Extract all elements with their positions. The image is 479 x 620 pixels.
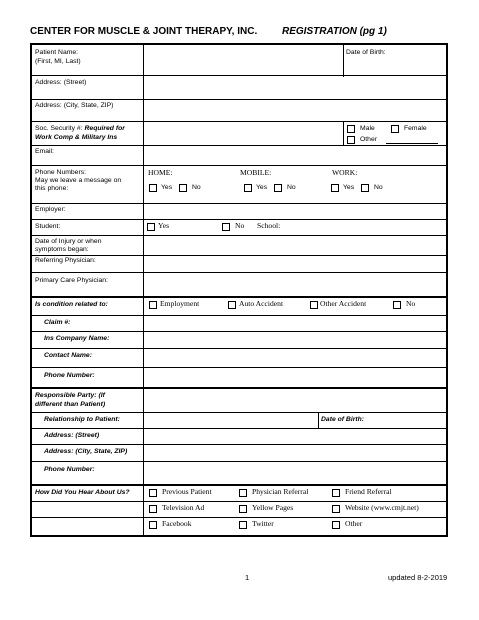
ssn-label: Soc. Security #: Required for (35, 125, 125, 132)
ins-company-label: Ins Company Name: (44, 335, 110, 342)
resp-dob-divider (318, 412, 319, 428)
hear-other-checkbox[interactable] (332, 521, 340, 529)
resp-phone-label: Phone Number: (44, 466, 95, 473)
other-sex-checkbox[interactable] (347, 136, 355, 144)
physician-referral-checkbox[interactable] (239, 489, 247, 497)
female-checkbox[interactable] (391, 125, 399, 133)
other-sex-label: Other (360, 136, 377, 143)
other-sex-line[interactable] (386, 143, 438, 144)
other-accident-label: Other Accident (320, 299, 367, 308)
facebook-checkbox[interactable] (149, 521, 157, 529)
television-checkbox[interactable] (149, 505, 157, 513)
phone-label: Phone Numbers: (35, 169, 87, 176)
sex-divider (343, 121, 344, 145)
work-yes-label: Yes (343, 184, 355, 191)
website-checkbox[interactable] (332, 505, 340, 513)
male-checkbox[interactable] (347, 125, 355, 133)
student-no-checkbox[interactable] (222, 223, 230, 231)
responsible-label: Responsible Party: (If (35, 392, 105, 399)
previous-patient-label: Previous Patient (162, 487, 212, 496)
friend-referral-label: Friend Referral (345, 487, 392, 496)
male-label: Male (360, 125, 375, 132)
mobile-phone-label: MOBILE: (240, 168, 272, 177)
form-title: CENTER FOR MUSCLE & JOINT THERAPY, INC. (30, 26, 258, 37)
home-no-label: No (192, 184, 201, 191)
phone-message-label-2: this phone: (35, 185, 69, 192)
referring-label: Referring Physician: (35, 257, 96, 264)
dob-label: Date of Birth: (346, 49, 386, 56)
work-phone-label: WORK: (332, 168, 358, 177)
school-label: School: (257, 221, 281, 230)
physician-referral-label: Physician Referral (252, 487, 309, 496)
phone-message-label: May we leave a message on (35, 177, 122, 184)
hear-other-label: Other (345, 519, 363, 528)
employment-label: Employment (160, 299, 200, 308)
email-label: Email: (35, 148, 54, 155)
student-label: Student: (35, 223, 61, 230)
auto-accident-checkbox[interactable] (228, 301, 236, 309)
resp-address-street-label: Address: (Street) (44, 432, 100, 439)
condition-no-checkbox[interactable] (393, 301, 401, 309)
home-no-checkbox[interactable] (179, 184, 187, 192)
contact-name-label: Contact Name: (44, 352, 92, 359)
student-no-label: No (235, 221, 245, 230)
work-no-checkbox[interactable] (361, 184, 369, 192)
resp-address-city-label: Address: (City, State, ZIP) (44, 448, 128, 455)
previous-patient-checkbox[interactable] (149, 489, 157, 497)
twitter-checkbox[interactable] (239, 521, 247, 529)
yellow-pages-label: Yellow Pages (252, 503, 294, 512)
condition-no-label: No (406, 299, 416, 308)
female-label: Female (404, 125, 427, 132)
website-label: Website (www.cmjt.net) (345, 503, 419, 512)
friend-referral-checkbox[interactable] (332, 489, 340, 497)
mobile-no-label: No (287, 184, 296, 191)
employment-checkbox[interactable] (149, 301, 157, 309)
patient-name-hint: (First, MI, Last) (35, 58, 81, 65)
claim-label: Claim #: (44, 319, 71, 326)
hear-label: How Did You Hear About Us? (35, 489, 130, 496)
condition-label: Is condition related to: (35, 301, 108, 308)
registration-form (30, 43, 448, 537)
address-city-label: Address: (City, State, ZIP) (35, 102, 114, 109)
work-yes-checkbox[interactable] (331, 184, 339, 192)
television-label: Television Ad (162, 503, 205, 512)
condition-phone-label: Phone Number: (44, 372, 95, 379)
home-phone-label: HOME: (148, 168, 173, 177)
mobile-yes-label: Yes (256, 184, 268, 191)
page-number: 1 (245, 573, 250, 582)
dob-divider (343, 45, 344, 77)
student-yes-label: Yes (158, 221, 170, 230)
work-no-label: No (374, 184, 383, 191)
form-subtitle: REGISTRATION (pg 1) (282, 26, 387, 37)
injury-label: Date of Injury or when (35, 238, 102, 245)
mobile-yes-checkbox[interactable] (244, 184, 252, 192)
responsible-label-2: different than Patient) (35, 401, 106, 408)
facebook-label: Facebook (162, 519, 192, 528)
injury-label-2: symptoms began: (35, 246, 89, 253)
ssn-required-note: Work Comp & Military Ins (35, 134, 118, 141)
employer-label: Employer: (35, 206, 66, 213)
patient-name-label: Patient Name: (35, 49, 79, 56)
student-yes-checkbox[interactable] (147, 223, 155, 231)
resp-dob-label: Date of Birth: (321, 416, 365, 423)
home-yes-checkbox[interactable] (149, 184, 157, 192)
relationship-label: Relationship to Patient: (44, 416, 120, 423)
home-yes-label: Yes (161, 184, 173, 191)
address-street-label: Address: (Street) (35, 79, 87, 86)
updated-date: updated 8-2-2019 (388, 573, 448, 582)
yellow-pages-checkbox[interactable] (239, 505, 247, 513)
other-accident-checkbox[interactable] (310, 301, 318, 309)
twitter-label: Twitter (252, 519, 274, 528)
auto-accident-label: Auto Accident (239, 299, 284, 308)
primary-label: Primary Care Physician: (35, 277, 108, 284)
mobile-no-checkbox[interactable] (274, 184, 282, 192)
